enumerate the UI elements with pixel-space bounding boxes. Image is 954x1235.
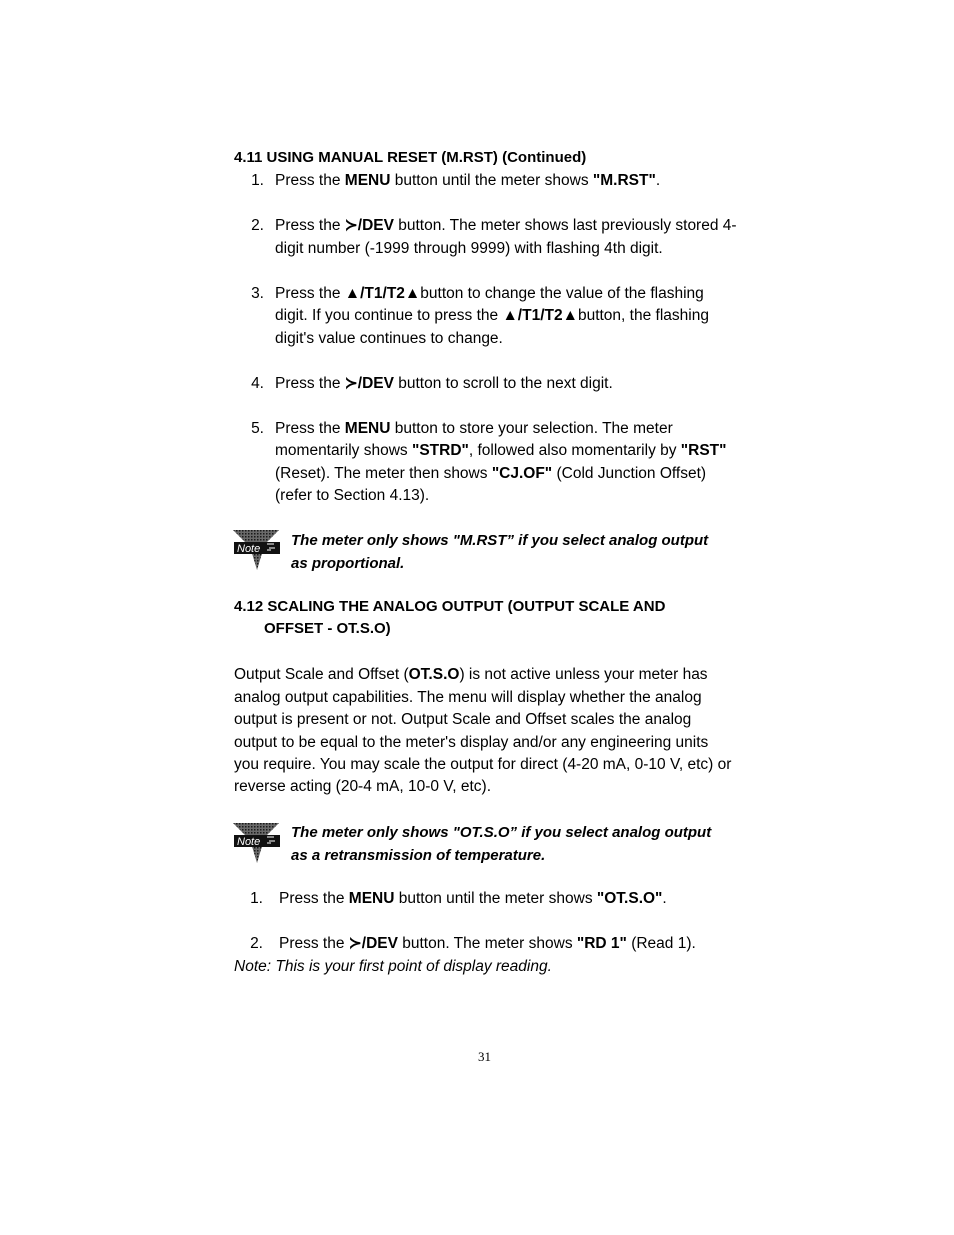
note-icon xyxy=(233,530,281,574)
section-heading-4-12: 4.12 SCALING THE ANALOG OUTPUT (OUTPUT SCALE AND xyxy=(234,598,666,615)
footnote: Note: This is your first point of display reading. xyxy=(234,958,552,975)
svg-text:Note: Note xyxy=(237,836,261,848)
section-heading-4-11: 4.11 USING MANUAL RESET (M.RST) (Continued) xyxy=(234,149,587,166)
svg-text:Note: Note xyxy=(237,543,261,555)
section-heading-4-12-cont: OFFSET - OT.S.O) xyxy=(264,620,391,637)
page-number: 31 xyxy=(478,1049,491,1064)
note-icon xyxy=(233,823,281,867)
